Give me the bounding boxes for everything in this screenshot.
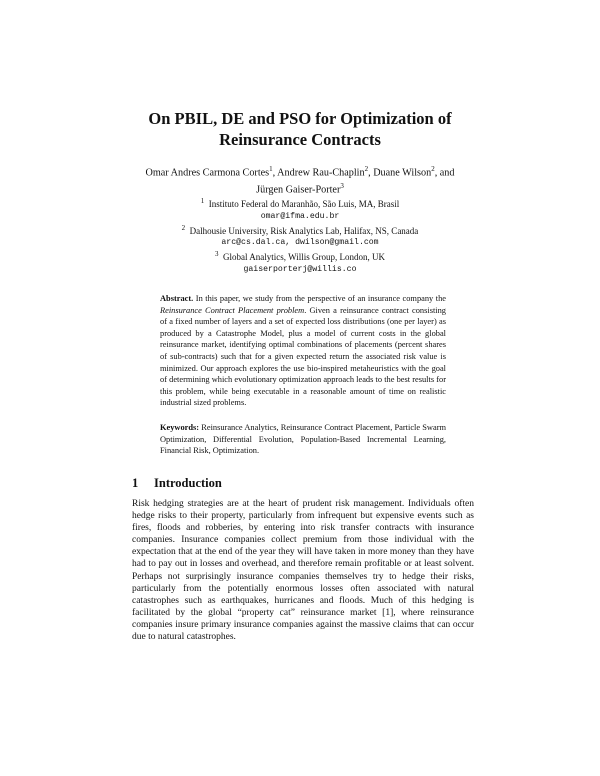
affiliation-3-email: gaiserporterj@willis.co [243, 264, 357, 274]
section-title: Introduction [154, 476, 222, 490]
author-4: Jürgen Gaiser-Porter [256, 184, 341, 196]
abstract-text-1: In this paper, we study from the perspective of an insurance company the [193, 294, 446, 303]
paper-title [100, 108, 500, 150]
abstract-text-2: . Given a reinsurance contract consisting of a fixed number of layers and a set of expected loss distributions (one per layer) as produced by a Catastrophe Model, plus a model of current costs in the global reinsurance market, identifying optimal combinations of placements (percent shares of sub-contracts) such that for a given expected return the associated risk value is minimized. Our approach explores the use bio-inspired metaheuristics with the goal of determining which evolutionary optimization approach leads to the best results for this problem, while being executable in a reasonable amount of time on realistic industrial sized problems. [160, 305, 446, 408]
affiliation-1 [150, 196, 450, 211]
author-3-affil: 2 [431, 165, 435, 173]
affiliation-3-text: Global Analytics, Willis Group, London, UK [223, 252, 385, 263]
affiliation-1-marker: 1 [200, 197, 205, 205]
keywords [160, 422, 446, 457]
author-2: , Andrew Rau-Chaplin [272, 167, 365, 179]
section-heading [132, 476, 222, 491]
affiliation-2-marker: 2 [181, 223, 186, 232]
affiliation-2-email: arc@cs.dal.ca, dwilson@gmail.com [221, 238, 379, 248]
keywords-label: Keywords: [160, 423, 200, 432]
author-2-affil: 2 [364, 165, 369, 173]
keywords-text: Reinsurance Analytics, Reinsurance Contract Placement, Particle Swarm Optimization, Differential Evolution, Population-Based Incremental Learning, Financial Risk, Optimization. [160, 423, 446, 456]
affiliation-3 [150, 249, 450, 264]
affiliation-3-marker: 3 [215, 250, 219, 259]
author-1: Omar Andres Carmona Cortes [145, 167, 270, 179]
section-number: 1 [132, 476, 139, 490]
author-4-affil: 3 [340, 181, 344, 190]
author-sep: , and [434, 167, 455, 179]
affiliation-2 [150, 223, 450, 238]
author-list [120, 163, 480, 197]
title-line-1: On PBIL, DE and PSO for Optimization of [148, 109, 452, 128]
affiliation-2-text: Dalhousie University, Risk Analytics Lab, Halifax, NS, Canada [189, 225, 419, 236]
author-1-affil: 1 [269, 165, 273, 173]
abstract-label: Abstract. [160, 294, 194, 303]
abstract-emphasis: Reinsurance Contract Placement problem [160, 305, 305, 315]
intro-paragraph: Risk hedging strategies are at the heart of prudent risk management. Individuals often hedge risks to their property, particularly from infrequent but expensive events such as fires, floods and robberies, by entering into risk transfer contracts with insurance companies. Insurance companies collect premium from those individual with the expectation that at the end of the year they will have taken in more money than they have had to pay out in losses and overhead, and therefore remain profitable or at least solvent. Perhaps not surprisingly insurance companies themselves try to hedge their risks, particularly from the potentially enormous losses often associated with natural catastrophes such as earthquakes, hurricanes and floods. Much of this hedging is facilitated by the global “property cat” reinsurance market [1], where reinsurance companies insure primary insurance companies against the massive claims that can occur due to natural catastrophes. [132, 499, 474, 643]
affiliation-1-email: omar@ifma.edu.br [260, 211, 340, 221]
affiliations [150, 196, 450, 276]
author-3: , Duane Wilson [368, 167, 432, 179]
abstract [160, 293, 446, 409]
affiliation-1-text: Instituto Federal do Maranhão, São Luis, MA, Brasil [208, 199, 400, 209]
title-line-2: Reinsurance Contracts [219, 130, 381, 149]
